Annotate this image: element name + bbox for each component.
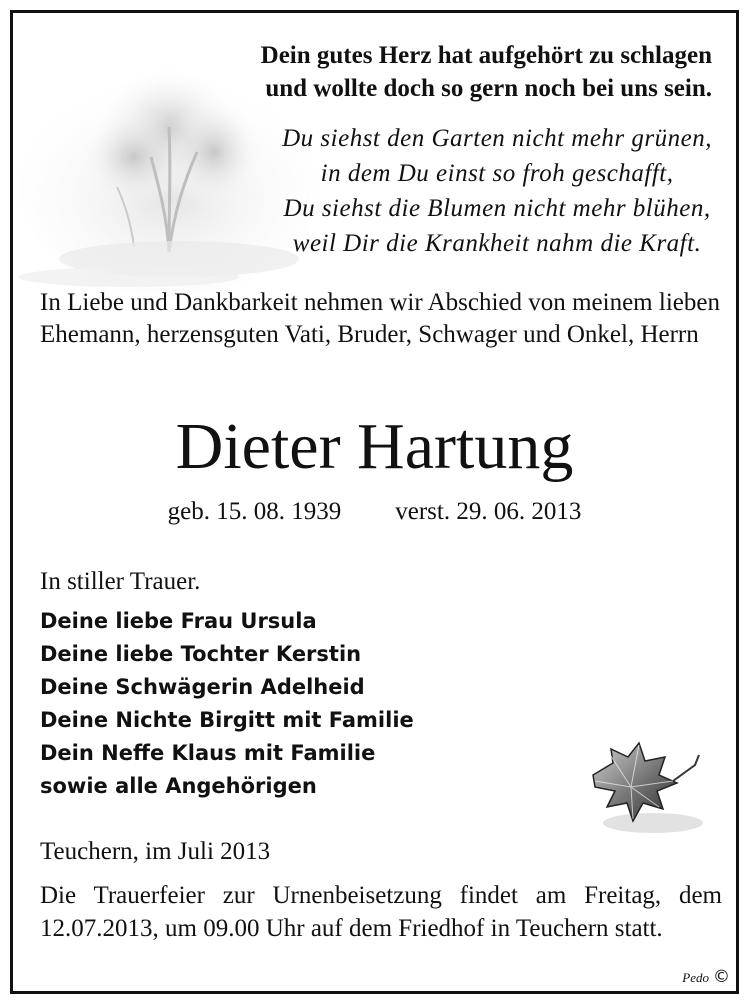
intro-text: In Liebe und Dankbarkeit nehmen wir Abschied von meinem lieben Ehemann, herzensguten Vati, Bruder, Schwager und Onkel, Herrn bbox=[40, 289, 720, 348]
mourner-line: Deine liebe Frau Ursula bbox=[40, 609, 317, 633]
verse-italic-line: weil Dir die Krankheit nahm die Kraft. bbox=[292, 230, 702, 257]
death-date: verst. 29. 06. 2013 bbox=[395, 498, 582, 525]
mourner-line: Deine Schwägerin Adelheid bbox=[40, 675, 365, 699]
verse-bold-line: Dein gutes Herz hat aufgehört zu schlagen bbox=[260, 42, 712, 69]
mourner-line: Deine Nichte Birgitt mit Familie bbox=[40, 708, 414, 732]
place-date: Teuchern, im Juli 2013 bbox=[40, 838, 271, 865]
copyright-mark: © bbox=[713, 967, 730, 987]
verse-italic-line: in dem Du einst so froh geschafft, bbox=[320, 160, 674, 187]
verse-bold-line: und wollte doch so gern noch bei uns sein. bbox=[265, 75, 712, 102]
verse-bold-block bbox=[261, 39, 712, 105]
verse-italic-line: Du siehst die Blumen nicht mehr blühen, bbox=[283, 195, 711, 222]
life-dates bbox=[13, 497, 736, 527]
mourner-line: Deine liebe Tochter Kerstin bbox=[40, 642, 362, 666]
verse-italic-block bbox=[282, 121, 712, 261]
deceased-name: Dieter Hartung bbox=[175, 410, 574, 483]
signature-name: Pedo bbox=[682, 970, 709, 985]
signature bbox=[682, 968, 730, 987]
service-text: Die Trauerfeier zur Urnenbeisetzung findet am Freitag, dem 12.07.2013, um 09.00 Uhr auf dem Friedhof in Teuchern statt. bbox=[40, 882, 722, 942]
mourners-list bbox=[40, 605, 414, 803]
mourner-line: Dein Neffe Klaus mit Familie bbox=[40, 741, 376, 765]
mourner-line: sowie alle Angehörigen bbox=[40, 774, 317, 798]
mourning-label: In stiller Trauer. bbox=[40, 568, 201, 595]
leaf-illustration bbox=[573, 735, 713, 845]
birth-date: geb. 15. 08. 1939 bbox=[167, 498, 342, 525]
obituary-frame bbox=[10, 10, 739, 994]
verse-italic-line: Du siehst den Garten nicht mehr grünen, bbox=[282, 125, 712, 152]
